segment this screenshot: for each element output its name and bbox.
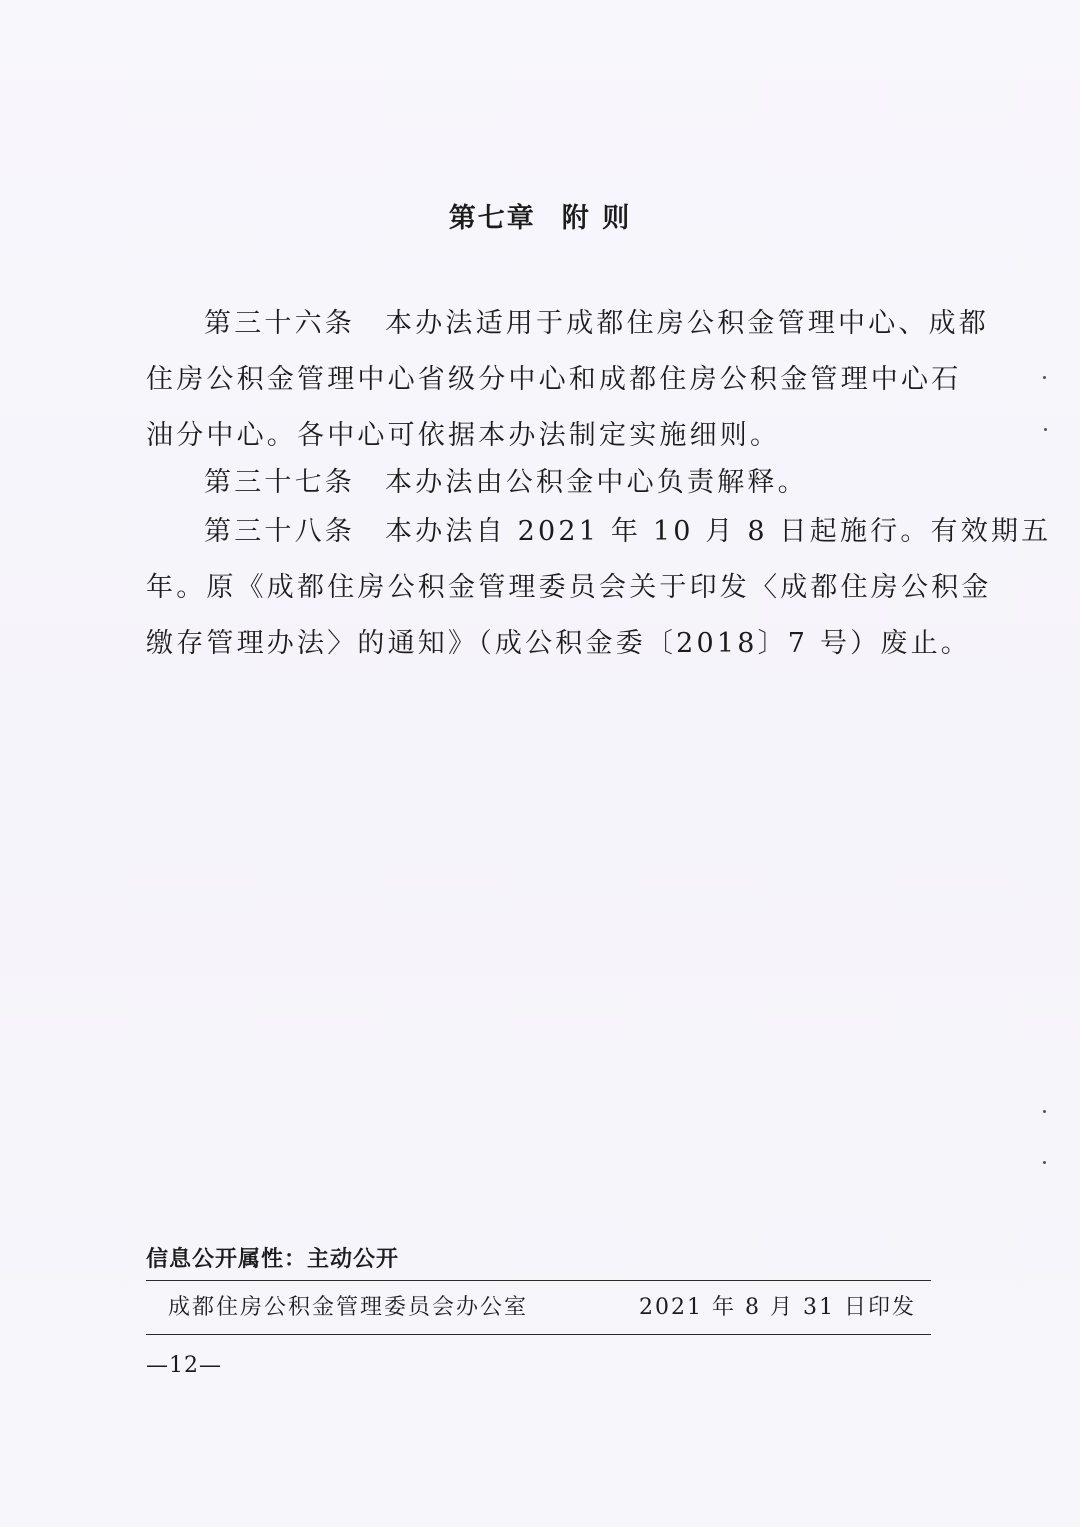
disclosure-attribute: 信息公开属性：主动公开	[146, 1247, 400, 1272]
footer-rule-top	[146, 1280, 931, 1281]
article-line	[146, 504, 1052, 560]
chapter-title	[0, 196, 1080, 235]
chapter-name: 附 则	[561, 203, 632, 234]
article-line	[146, 455, 946, 511]
article-text: 本办法由公积金中心负责解释。	[385, 467, 808, 498]
article-line: 油分中心。各中心可依据本办法制定实施细则。	[146, 420, 781, 451]
article-line: 缴存管理办法〉的通知》（成公积金委〔2018〕7 号）废止。	[146, 628, 971, 659]
chapter-number: 第七章	[448, 203, 536, 234]
article-37	[146, 455, 946, 511]
issuer-row	[168, 1290, 916, 1321]
article-text: 本办法适用于成都住房公积金管理中心、成都	[385, 308, 989, 339]
footer-rule-bottom	[146, 1334, 931, 1335]
scan-speck	[1043, 1110, 1046, 1113]
issuer-name: 成都住房公积金管理委员会办公室	[168, 1295, 529, 1320]
article-text: 本办法自 2021 年 10 月 8 日起施行。有效期五	[385, 516, 1052, 547]
article-line: 住房公积金管理中心省级分中心和成都住房公积金管理中心石	[146, 364, 962, 395]
article-label: 第三十六条	[204, 308, 355, 339]
scan-speck	[1043, 376, 1046, 379]
scan-speck	[1043, 1161, 1046, 1164]
scan-speck	[1044, 428, 1047, 431]
article-label: 第三十七条	[204, 467, 355, 498]
article-36	[146, 296, 989, 464]
article-38	[146, 504, 1052, 672]
article-line: 年。原《成都住房公积金管理委员会关于印发〈成都住房公积金	[146, 572, 992, 603]
article-label: 第三十八条	[204, 516, 355, 547]
page-number: —12—	[146, 1353, 222, 1378]
issue-date: 2021 年 8 月 31 日印发	[639, 1295, 916, 1320]
article-line	[146, 296, 989, 352]
